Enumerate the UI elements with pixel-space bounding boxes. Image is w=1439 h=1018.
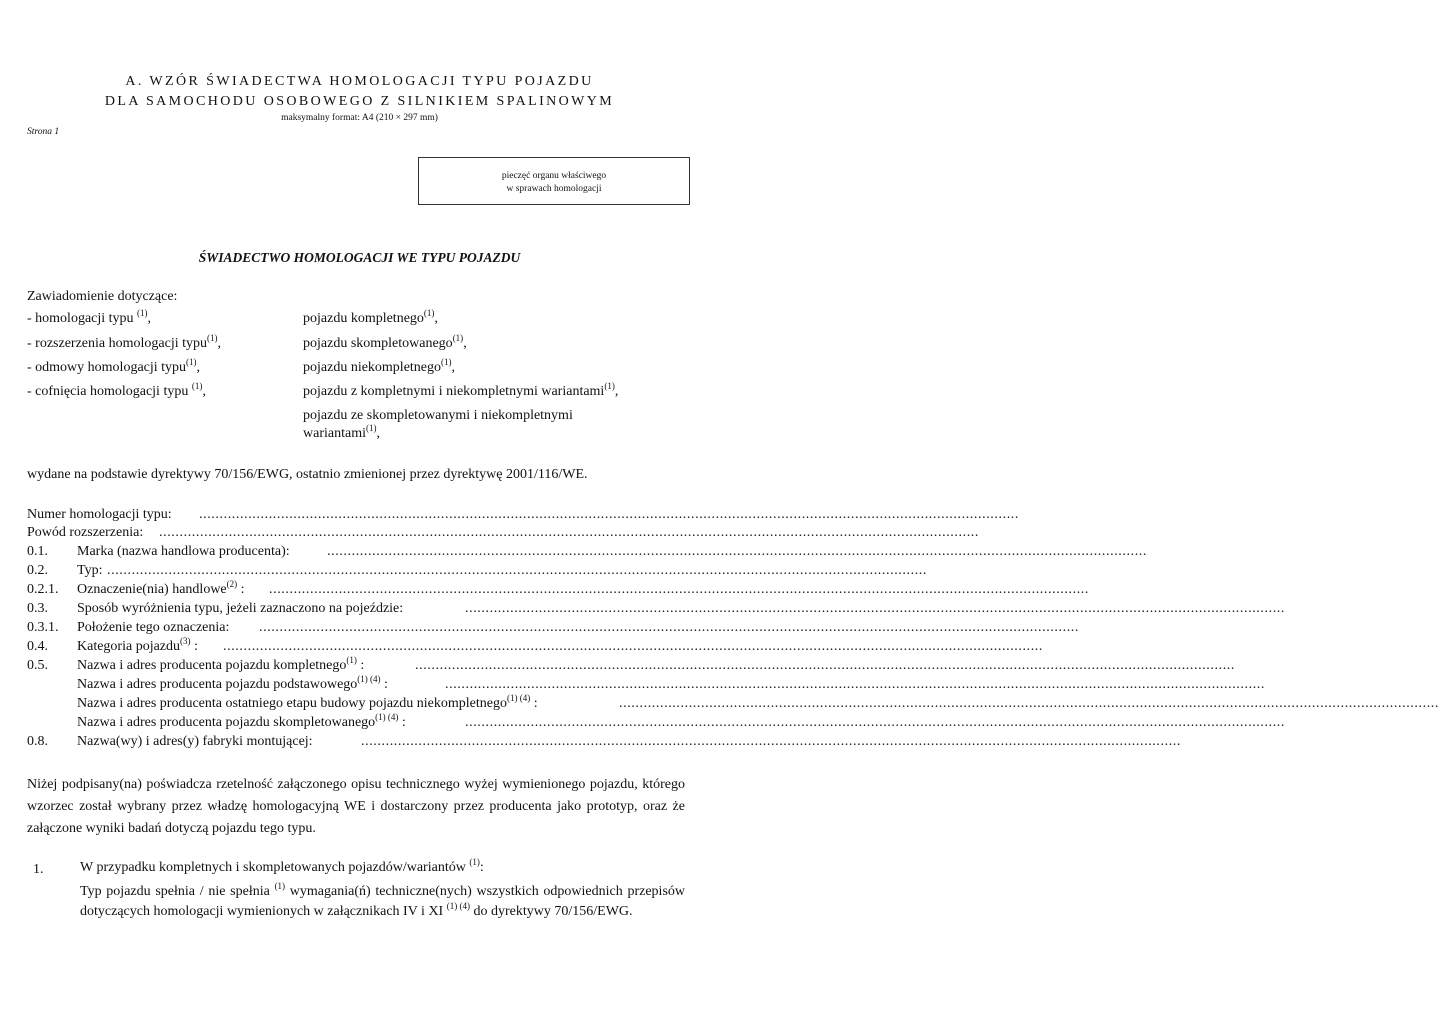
field-label: Powód rozszerzenia:	[27, 525, 144, 540]
field-label: Sposób wyróżnienia typu, jeżeli zaznaczono na pojeździe:	[77, 601, 404, 616]
field-fill-line[interactable]: ........................................................................................................................................................................................................	[445, 677, 1265, 692]
section-number: 1.	[33, 862, 44, 877]
field-label: Marka (nazwa handlowa producenta):	[77, 544, 290, 559]
field-row-assembly-plant	[27, 734, 1181, 751]
notification-intro: Zawiadomienie dotyczące:	[27, 289, 178, 304]
stamp-box	[418, 157, 690, 205]
notification-left-item: - homologacji typu $^{(1)}$,	[27, 308, 152, 326]
field-number: 0.3.1.	[27, 620, 59, 635]
field-number: 0.1.	[27, 544, 48, 559]
notification-right-item: pojazdu kompletnego$^{(1)}$,	[303, 308, 438, 326]
field-row-manufacturer-complete	[27, 655, 1235, 675]
page-label: Strona 1	[27, 127, 60, 137]
stamp-line-1: pieczęć organu właściwego	[501, 171, 607, 181]
field-number: 0.4.	[27, 639, 48, 654]
field-fill-line[interactable]: ........................................................................................................................................................................................................	[269, 582, 1089, 597]
field-row-commercial-name	[27, 579, 1089, 599]
header-line-2: DLA SAMOCHODU OSOBOWEGO Z SILNIKIEM SPALINOWYM	[104, 94, 615, 109]
field-row-extension-reason	[27, 525, 979, 542]
field-fill-line[interactable]: ........................................................................................................................................................................................................	[619, 696, 1439, 711]
field-fill-line[interactable]: ........................................................................................................................................................................................................	[199, 507, 1019, 522]
field-label: Typ:	[77, 563, 103, 578]
field-label: Nazwa i adres producenta pojazdu podstawowego$^{(1) (4)}$ :	[77, 674, 388, 692]
field-row-type	[27, 563, 927, 580]
field-label: Nazwa i adres producenta pojazdu kompletnego$^{(1)}$ :	[77, 655, 365, 673]
field-row-manufacturer-base	[27, 674, 1265, 694]
notification-right-item: pojazdu z kompletnymi i niekompletnymi wariantami$^{(1)}$,	[303, 381, 619, 399]
field-number: 0.2.1.	[27, 582, 59, 597]
notification-left-item: - rozszerzenia homologacji typu$^{(1)}$,	[27, 333, 221, 351]
field-row-vehicle-category	[27, 636, 1043, 656]
field-number: 0.5.	[27, 658, 48, 673]
field-label: Numer homologacji typu:	[27, 507, 172, 522]
field-label: Położenie tego oznaczenia:	[77, 620, 230, 635]
field-row-type-identification	[27, 601, 1285, 618]
field-fill-line[interactable]: ........................................................................................................................................................................................................	[465, 601, 1285, 616]
directive-line: wydane na podstawie dyrektywy 70/156/EWG, ostatnio zmienionej przez dyrektywę 2001/116/WE.	[27, 467, 588, 482]
header-line-1: A. WZÓR ŚWIADECTWA HOMOLOGACJI TYPU POJAZDU	[125, 74, 594, 89]
format-note: maksymalny format: A4 (210 × 297 mm)	[281, 113, 438, 123]
field-number: 0.3.	[27, 601, 48, 616]
document-title: ŚWIADECTWO HOMOLOGACJI WE TYPU POJAZDU	[198, 250, 521, 265]
notification-left-item: - cofnięcia homologacji typu $^{(1)}$,	[27, 381, 206, 399]
field-fill-line[interactable]: ........................................................................................................................................................................................................	[361, 734, 1181, 749]
notification-right-item: pojazdu niekompletnego$^{(1)}$,	[303, 357, 456, 375]
field-fill-line[interactable]: ........................................................................................................................................................................................................	[415, 658, 1235, 673]
field-number: 0.8.	[27, 734, 48, 749]
field-fill-line[interactable]: ........................................................................................................................................................................................................	[327, 544, 1147, 559]
field-label: Oznaczenie(nia) handlowe$^{(2)}$ :	[77, 579, 245, 597]
field-label: Nazwa(wy) i adres(y) fabryki montującej:	[77, 734, 313, 749]
field-fill-line[interactable]: ........................................................................................................................................................................................................	[223, 639, 1043, 654]
statement-paragraph: Niżej podpisany(na) poświadcza rzetelność załączonego opisu technicznego wyżej wymienionego pojazdu, którego wzorzec został wybrany przez władzę homologacyjną WE i dostarczony przez producenta jako prototyp, oraz że załączone wyniki badań dotyczą pojazdu tego typu.	[27, 777, 685, 836]
field-number: 0.2.	[27, 563, 48, 578]
notification-left-item: - odmowy homologacji typu$^{(1)}$,	[27, 357, 201, 375]
notification-right-item: pojazdu ze skompletowanymi i niekompletnymi	[303, 408, 573, 423]
field-row-manufacturer-completed	[27, 712, 1285, 732]
field-fill-line[interactable]: ........................................................................................................................................................................................................	[259, 620, 1079, 635]
field-row-homologation-number	[27, 507, 1019, 524]
stamp-line-2: w sprawach homologacji	[506, 184, 602, 194]
field-fill-line[interactable]: ........................................................................................................................................................................................................	[107, 563, 927, 578]
field-fill-line[interactable]: ........................................................................................................................................................................................................	[159, 525, 979, 540]
notification-right-item: wariantami$^{(1)}$,	[303, 423, 380, 441]
section-heading: W przypadku kompletnych i skompletowanych pojazdów/wariantów $^{(1)}$:	[80, 857, 484, 875]
section-body: Typ pojazdu spełnia / nie spełnia $^{(1)}$ wymagania(ń) techniczne(nych) wszystkich odpowiednich przepisów dotyczących homologacji wymienionych w załącznikach IV i XI $^{(1) (4)}$ do dyrektywy 70/156/EWG.	[80, 881, 686, 919]
notification-right-item: pojazdu skompletowanego$^{(1)}$,	[303, 333, 467, 351]
field-row-manufacturer-last-stage	[27, 693, 1439, 713]
field-row-marking-location	[27, 620, 1079, 637]
field-label: Nazwa i adres producenta ostatniego etapu budowy pojazdu niekompletnego$^{(1) (4)}$ :	[77, 693, 538, 711]
field-label: Kategoria pojazdu$^{(3)}$ :	[77, 636, 198, 654]
field-fill-line[interactable]: ........................................................................................................................................................................................................	[465, 715, 1285, 730]
field-row-make	[27, 544, 1147, 561]
field-label: Nazwa i adres producenta pojazdu skompletowanego$^{(1) (4)}$ :	[77, 712, 406, 730]
